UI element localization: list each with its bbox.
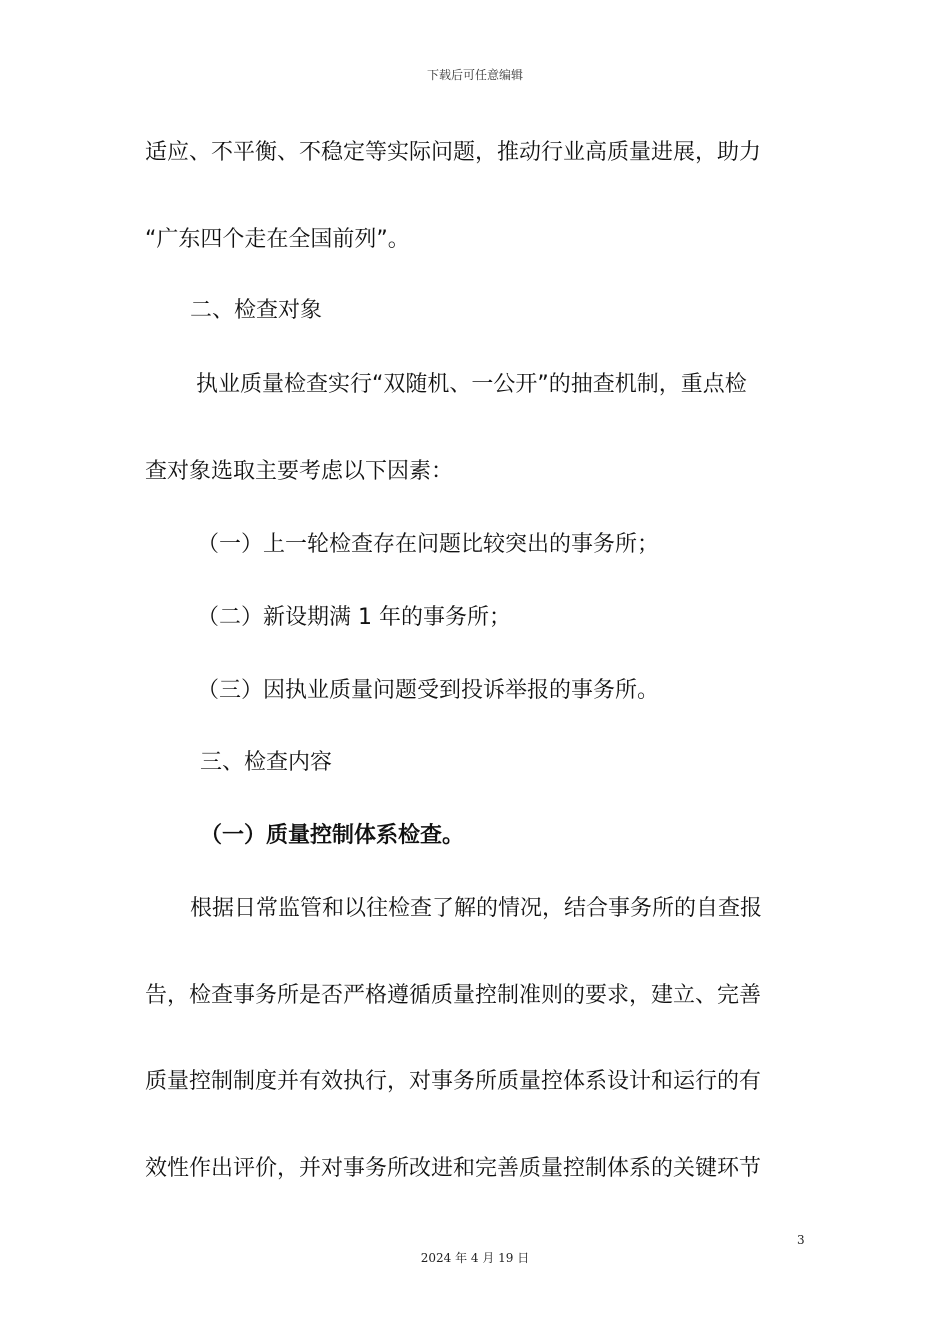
body-line-5: 查对象选取主要考虑以下因素： (145, 459, 454, 484)
list-item-2: （二）新设期满 1 年的事务所； (197, 605, 511, 630)
page-number: 3 (797, 1233, 805, 1247)
body-line-12: 告，检查事务所是否严格遵循质量控制准则的要求，建立、完善 (145, 983, 762, 1008)
body-line-11: 根据日常监管和以往检查了解的情况，结合事务所的自查报 (190, 896, 763, 921)
page-header: 下载后可任意编辑 (426, 68, 523, 82)
subsection-heading-quality-control: （一）质量控制体系检查。 (200, 823, 465, 848)
list-item-1: （一）上一轮检查存在问题比较突出的事务所； (197, 532, 660, 557)
section-heading-inspection-content: 三、检查内容 (200, 750, 333, 775)
body-line-4: 执业质量检查实行“双随机、一公开”的抽查机制，重点检 (196, 372, 747, 397)
footer-date: 2024 年 4 月 19 日 (420, 1251, 530, 1265)
list-item-3: （三）因执业质量问题受到投诉举报的事务所。 (197, 678, 660, 703)
body-line-14: 效性作出评价，并对事务所改进和完善质量控制体系的关键环节 (145, 1156, 762, 1181)
body-line-13: 质量控制制度并有效执行，对事务所质量控体系设计和运行的有 (145, 1069, 762, 1094)
body-line-2: “广东四个走在全国前列”。 (145, 227, 410, 252)
body-line-1: 适应、不平衡、不稳定等实际问题，推动行业高质量进展，助力 (145, 140, 762, 165)
section-heading-inspection-targets: 二、检查对象 (190, 298, 323, 323)
